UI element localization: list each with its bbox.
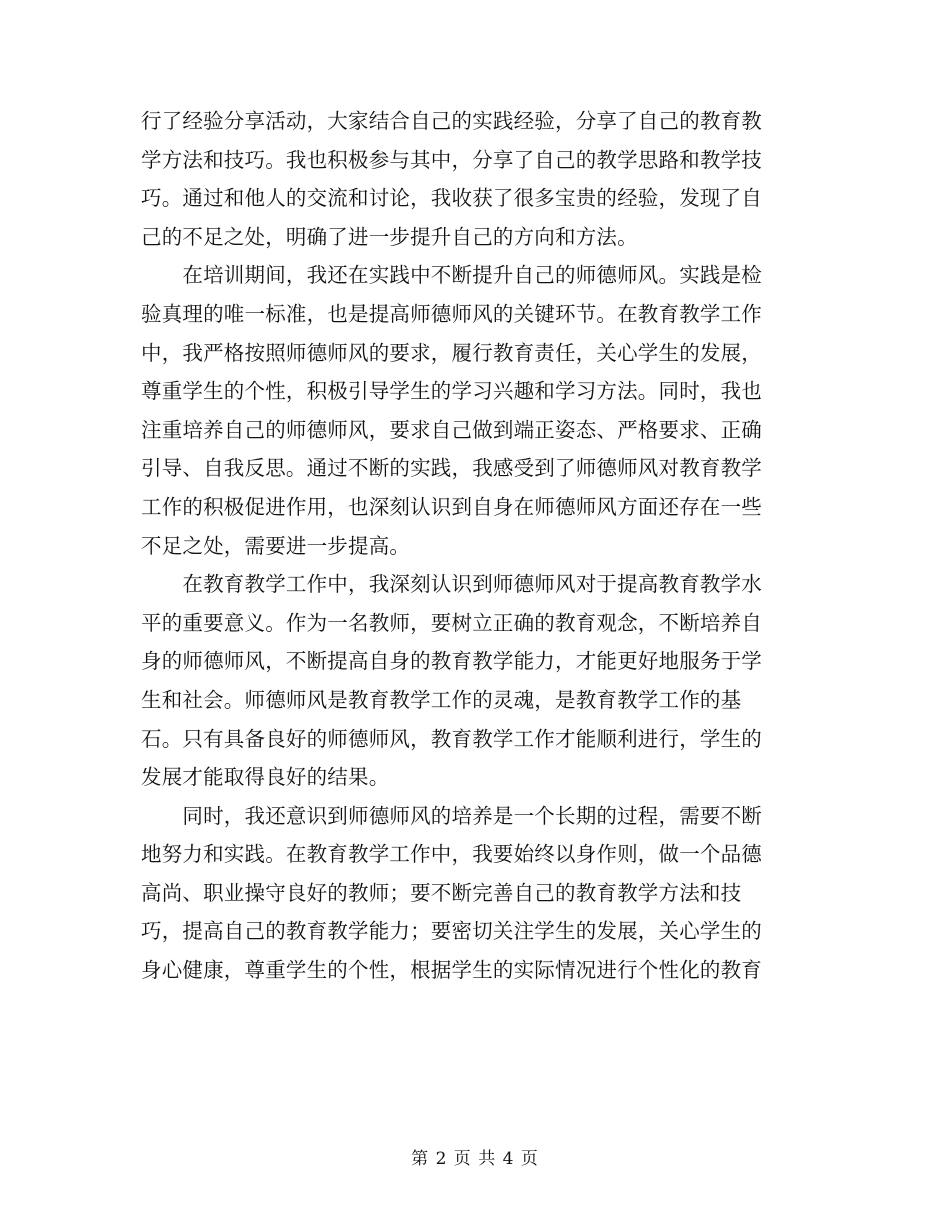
text-line: 中，我严格按照师德师风的要求，履行教育责任，关心学生的发展， [141,340,762,365]
text-line: 地努力和实践。在教育教学工作中，我要始终以身作则，做一个品德 [141,842,762,867]
text-line: 石。只有具备良好的师德师风，教育教学工作才能顺利进行，学生的 [141,726,762,751]
text-line: 学方法和技巧。我也积极参与其中，分享了自己的教学思路和教学技 [141,147,762,172]
text-line: 在教育教学工作中，我深刻认识到师德师风对于提高教育教学水 [141,572,762,597]
text-line: 身的师德师风，不断提高自身的教育教学能力，才能更好地服务于学 [141,649,762,674]
text-line: 平的重要意义。作为一名教师，要树立正确的教育观念，不断培养自 [141,610,762,635]
body-text [141,102,805,990]
text-line: 尊重学生的个性，积极引导学生的学习兴趣和学习方法。同时，我也 [141,379,762,404]
text-line: 工作的积极促进作用，也深刻认识到自身在师德师风方面还存在一些 [141,494,762,519]
text-line: 发展才能取得良好的结果。 [141,765,390,790]
text-line: 巧。通过和他人的交流和讨论，我收获了很多宝贵的经验，发现了自 [141,186,762,211]
text-line: 生和社会。师德师风是教育教学工作的灵魂，是教育教学工作的基 [141,687,742,712]
text-line: 注重培养自己的师德师风，要求自己做到端正姿态、严格要求、正确 [141,417,762,442]
text-line: 不足之处，需要进一步提高。 [141,533,411,558]
text-line: 高尚、职业操守良好的教师；要不断完善自己的教育教学方法和技 [141,880,742,905]
text-line: 验真理的唯一标准，也是提高师德师风的关键环节。在教育教学工作 [141,301,762,326]
text-line: 行了经验分享活动，大家结合自己的实践经验，分享了自己的教育教 [141,109,762,133]
page-number-footer: 第 2 页 共 4 页 [411,1149,539,1169]
text-line: 引导、自我反思。通过不断的实践，我感受到了师德师风对教育教学 [141,456,762,481]
text-line: 在培训期间，我还在实践中不断提升自己的师德师风。实践是检 [141,263,762,288]
text-line: 己的不足之处，明确了进一步提升自己的方向和方法。 [141,224,638,249]
text-line: 巧，提高自己的教育教学能力；要密切关注学生的发展，关心学生的 [141,919,762,944]
text-line: 身心健康，尊重学生的个性，根据学生的实际情况进行个性化的教育 [141,958,762,983]
text-line: 同时，我还意识到师德师风的培养是一个长期的过程，需要不断 [141,803,762,828]
